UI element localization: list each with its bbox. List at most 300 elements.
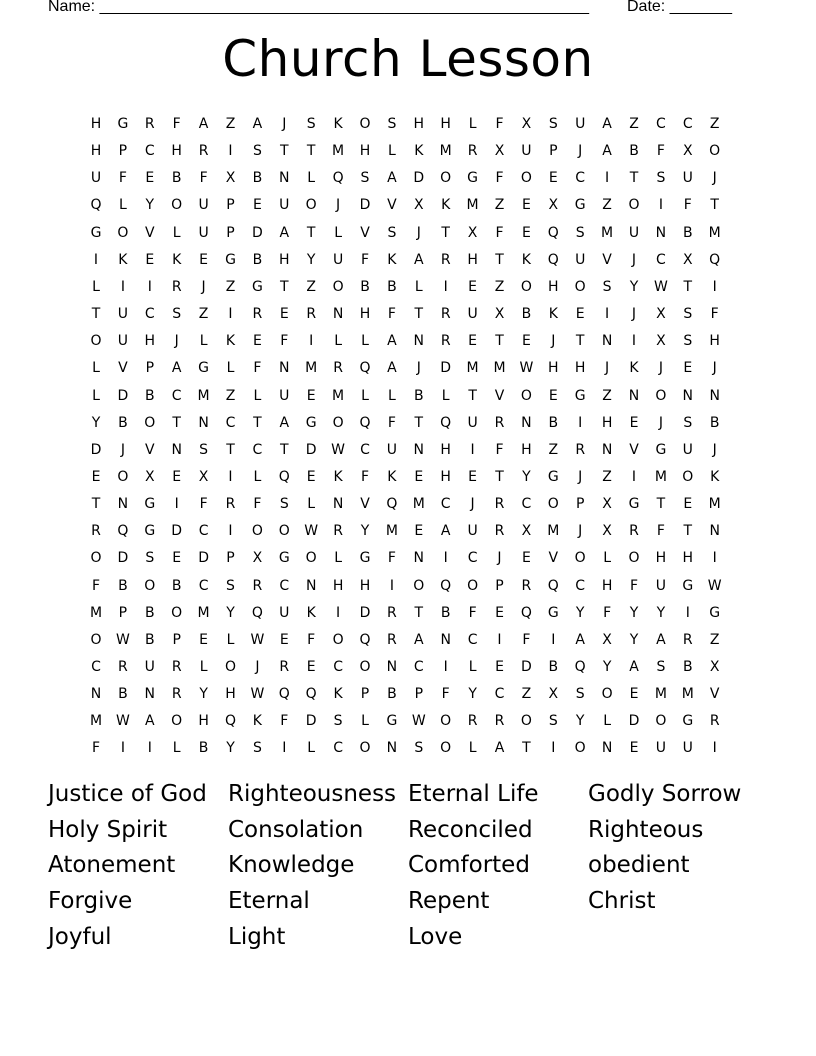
grid-letter: L bbox=[441, 387, 450, 404]
grid-letter: O bbox=[359, 740, 371, 757]
grid-letter: O bbox=[655, 387, 667, 404]
grid-letter: W bbox=[115, 631, 130, 648]
grid-letter: J bbox=[201, 278, 206, 295]
grid-letter: C bbox=[333, 740, 343, 757]
grid-letter: M bbox=[654, 468, 667, 485]
grid-letter: Q bbox=[547, 224, 559, 241]
grid-letter: M bbox=[681, 686, 694, 703]
grid-letter: O bbox=[709, 143, 721, 160]
grid-letter: M bbox=[332, 143, 345, 160]
grid-letter: J bbox=[631, 251, 637, 268]
grid-letter: B bbox=[118, 414, 128, 431]
grid-letter: Q bbox=[709, 251, 721, 268]
grid-letter: S bbox=[333, 713, 343, 730]
grid-letter: B bbox=[252, 251, 263, 268]
grid-letter: G bbox=[90, 224, 102, 241]
grid-letter: C bbox=[252, 441, 263, 458]
grid-letter: J bbox=[120, 441, 125, 458]
word-bank-item: Christ bbox=[588, 888, 656, 915]
grid-letter: L bbox=[253, 468, 262, 485]
grid-letter: J bbox=[578, 143, 583, 160]
grid-letter: B bbox=[387, 278, 397, 295]
grid-letter: E bbox=[306, 387, 316, 404]
grid-letter: F bbox=[253, 496, 262, 513]
grid-letter: S bbox=[279, 496, 289, 513]
grid-letter: F bbox=[360, 251, 370, 268]
grid-letter: J bbox=[497, 550, 502, 567]
grid-letter: W bbox=[115, 713, 130, 730]
grid-letter: R bbox=[467, 143, 478, 160]
date-line[interactable]: Date: _______ bbox=[627, 0, 732, 15]
grid-letter: F bbox=[253, 360, 262, 377]
grid-letter: Q bbox=[359, 360, 371, 377]
grid-letter: H bbox=[198, 713, 209, 730]
grid-letter: Q bbox=[251, 604, 263, 621]
grid-letter: J bbox=[174, 333, 179, 350]
grid-letter: W bbox=[304, 523, 319, 540]
grid-letter: Y bbox=[199, 686, 208, 703]
grid-letter: A bbox=[279, 224, 290, 241]
grid-letter: E bbox=[629, 686, 639, 703]
grid-letter: V bbox=[494, 387, 505, 404]
grid-letter: M bbox=[89, 713, 103, 730]
grid-letter: J bbox=[336, 197, 341, 214]
page-title: Church Lesson bbox=[222, 30, 594, 88]
grid-letter: B bbox=[252, 170, 263, 187]
grid-letter: U bbox=[332, 251, 344, 268]
grid-letter: R bbox=[171, 686, 182, 703]
grid-letter: I bbox=[120, 740, 125, 757]
grid-letter: H bbox=[601, 577, 613, 594]
grid-letter: T bbox=[306, 224, 316, 241]
grid-letter: E bbox=[145, 251, 155, 268]
grid-letter: H bbox=[655, 550, 667, 567]
grid-letter: L bbox=[468, 740, 477, 757]
grid-letter: C bbox=[360, 441, 370, 458]
grid-letter: M bbox=[547, 523, 560, 540]
grid-letter: O bbox=[440, 170, 452, 187]
grid-letter: Q bbox=[117, 523, 129, 540]
grid-letter: C bbox=[413, 659, 424, 675]
grid-letter: J bbox=[712, 441, 717, 458]
grid-letter: Q bbox=[547, 577, 559, 594]
grid-letter: X bbox=[548, 197, 559, 214]
grid-letter: E bbox=[306, 659, 316, 675]
grid-letter: E bbox=[683, 360, 693, 377]
grid-letter: N bbox=[709, 523, 720, 540]
grid-letter: F bbox=[91, 577, 101, 594]
grid-letter: H bbox=[279, 251, 290, 268]
grid-letter: S bbox=[252, 740, 262, 757]
grid-letter: O bbox=[682, 468, 694, 485]
grid-letter: T bbox=[414, 414, 424, 431]
grid-letter: U bbox=[198, 224, 209, 241]
grid-letter: M bbox=[197, 604, 210, 621]
grid-letter: H bbox=[440, 116, 451, 132]
grid-letter: H bbox=[467, 251, 478, 268]
grid-letter: R bbox=[494, 414, 505, 431]
word-bank-item: Light bbox=[228, 923, 286, 950]
grid-letter: U bbox=[90, 170, 102, 187]
grid-letter: D bbox=[628, 713, 640, 730]
grid-letter: C bbox=[656, 251, 666, 268]
grid-letter: S bbox=[575, 224, 585, 241]
grid-letter: C bbox=[575, 577, 586, 594]
grid-letter: J bbox=[631, 306, 637, 323]
grid-letter: S bbox=[172, 306, 182, 323]
grid-letter: T bbox=[683, 278, 693, 295]
grid-letter: V bbox=[387, 197, 397, 214]
grid-letter: E bbox=[521, 333, 531, 350]
grid-letter: O bbox=[547, 496, 559, 513]
grid-letter: L bbox=[172, 740, 181, 757]
grid-letter: X bbox=[683, 143, 693, 160]
grid-letter: Y bbox=[602, 659, 612, 675]
grid-letter: U bbox=[117, 306, 129, 323]
grid-letter: E bbox=[495, 659, 504, 675]
grid-letter: K bbox=[548, 306, 558, 323]
grid-letter: U bbox=[575, 116, 586, 132]
grid-letter: N bbox=[682, 387, 694, 404]
word-bank-item: Atonement bbox=[48, 852, 176, 879]
grid-letter: T bbox=[495, 468, 504, 485]
grid-letter: O bbox=[171, 713, 183, 730]
word-bank-item: Reconciled bbox=[408, 816, 533, 843]
grid-letter: S bbox=[683, 333, 693, 350]
grid-letter: B bbox=[144, 604, 155, 621]
grid-letter: D bbox=[521, 659, 532, 675]
grid-letter: B bbox=[171, 577, 182, 594]
grid-letter: R bbox=[629, 523, 639, 540]
grid-letter: F bbox=[629, 577, 639, 594]
grid-letter: R bbox=[494, 713, 505, 730]
grid-letter: J bbox=[255, 659, 260, 675]
grid-letter: I bbox=[147, 740, 152, 757]
grid-letter: L bbox=[118, 197, 127, 214]
grid-letter: H bbox=[682, 550, 694, 567]
grid-letter: L bbox=[468, 659, 477, 675]
grid-letter: B bbox=[171, 170, 182, 187]
grid-letter: O bbox=[332, 414, 344, 431]
grid-letter: S bbox=[199, 441, 209, 458]
grid-letter: I bbox=[712, 278, 717, 295]
grid-letter: N bbox=[628, 387, 640, 404]
grid-letter: O bbox=[520, 170, 532, 187]
grid-letter: R bbox=[387, 604, 397, 621]
grid-letter: K bbox=[441, 197, 451, 214]
grid-letter: K bbox=[387, 251, 397, 268]
grid-letter: I bbox=[605, 170, 610, 187]
grid-letter: B bbox=[118, 686, 128, 703]
grid-letter: E bbox=[252, 197, 262, 214]
grid-letter: F bbox=[118, 170, 127, 187]
grid-letter: E bbox=[199, 631, 209, 648]
grid-letter: T bbox=[495, 251, 504, 268]
grid-letter: E bbox=[629, 740, 639, 757]
grid-letter: I bbox=[336, 604, 341, 621]
grid-letter: M bbox=[654, 686, 667, 703]
grid-letter: L bbox=[334, 333, 342, 350]
grid-letter: H bbox=[440, 441, 451, 458]
grid-letter: F bbox=[603, 604, 612, 621]
grid-letter: U bbox=[628, 224, 640, 241]
grid-letter: L bbox=[226, 360, 235, 377]
grid-letter: N bbox=[413, 333, 425, 350]
grid-letter: Z bbox=[494, 278, 505, 295]
grid-letter: O bbox=[90, 550, 102, 567]
grid-letter: R bbox=[252, 577, 263, 594]
grid-letter: K bbox=[225, 333, 236, 350]
grid-letter: O bbox=[655, 713, 667, 730]
grid-letter: Y bbox=[226, 740, 235, 757]
grid-letter: U bbox=[279, 197, 290, 214]
grid-letter: C bbox=[279, 577, 290, 594]
grid-letter: N bbox=[198, 414, 209, 431]
grid-letter: G bbox=[198, 360, 210, 377]
grid-letter: N bbox=[144, 686, 156, 703]
grid-letter: O bbox=[628, 550, 640, 567]
grid-letter: K bbox=[333, 468, 343, 485]
grid-letter: S bbox=[414, 740, 424, 757]
grid-letter: E bbox=[91, 468, 101, 485]
grid-letter: C bbox=[682, 116, 693, 132]
grid-letter: R bbox=[91, 523, 101, 540]
grid-letter: P bbox=[226, 224, 235, 241]
grid-letter: F bbox=[468, 604, 477, 621]
grid-letter: G bbox=[682, 713, 694, 730]
grid-letter: B bbox=[118, 577, 128, 594]
grid-letter: Z bbox=[198, 306, 209, 323]
grid-letter: H bbox=[440, 468, 451, 485]
grid-letter: S bbox=[387, 116, 397, 132]
grid-letter: Y bbox=[522, 468, 531, 485]
grid-letter: O bbox=[520, 278, 532, 295]
grid-letter: P bbox=[118, 604, 128, 621]
grid-letter: R bbox=[440, 333, 451, 350]
grid-letter: A bbox=[387, 360, 397, 377]
grid-letter: P bbox=[360, 686, 370, 703]
grid-letter: U bbox=[575, 251, 586, 268]
grid-letter: E bbox=[306, 468, 316, 485]
grid-letter: I bbox=[497, 631, 502, 648]
grid-letter: X bbox=[198, 468, 209, 485]
grid-letter: X bbox=[683, 251, 693, 268]
grid-letter: B bbox=[521, 306, 532, 323]
grid-letter: G bbox=[359, 550, 371, 567]
grid-letter: R bbox=[440, 306, 451, 323]
grid-letter: S bbox=[306, 116, 316, 132]
grid-letter: H bbox=[359, 577, 371, 594]
grid-letter: I bbox=[443, 278, 448, 295]
grid-letter: M bbox=[601, 224, 614, 241]
grid-letter: G bbox=[574, 387, 586, 404]
grid-letter: V bbox=[709, 686, 720, 703]
grid-letter: A bbox=[279, 414, 290, 431]
grid-letter: A bbox=[656, 631, 666, 648]
grid-letter: D bbox=[198, 550, 209, 567]
grid-letter: O bbox=[117, 224, 129, 241]
grid-letter: L bbox=[603, 713, 611, 730]
grid-letter: E bbox=[145, 170, 155, 187]
grid-letter: B bbox=[144, 387, 155, 404]
grid-letter: I bbox=[174, 496, 179, 513]
grid-letter: U bbox=[467, 523, 478, 540]
grid-letter: Y bbox=[575, 604, 585, 621]
grid-letter: X bbox=[548, 686, 559, 703]
grid-letter: S bbox=[683, 414, 693, 431]
grid-letter: R bbox=[521, 577, 532, 594]
grid-letter: G bbox=[251, 278, 263, 295]
grid-letter: E bbox=[279, 306, 289, 323]
grid-letter: O bbox=[601, 686, 613, 703]
grid-letter: K bbox=[629, 360, 639, 377]
grid-letter: X bbox=[602, 496, 612, 513]
grid-letter: O bbox=[90, 631, 102, 648]
grid-letter: Q bbox=[386, 496, 398, 513]
grid-letter: I bbox=[470, 441, 475, 458]
grid-letter: U bbox=[279, 387, 290, 404]
grid-letter: D bbox=[305, 713, 317, 730]
grid-letter: A bbox=[629, 659, 639, 675]
grid-letter: W bbox=[411, 713, 426, 730]
grid-letter: U bbox=[467, 306, 478, 323]
grid-letter: E bbox=[548, 387, 558, 404]
grid-letter: C bbox=[171, 387, 182, 404]
grid-letter: Q bbox=[332, 170, 344, 187]
grid-letter: G bbox=[574, 197, 586, 214]
grid-letter: G bbox=[305, 414, 317, 431]
grid-letter: P bbox=[226, 550, 235, 567]
word-bank-item: Righteousness bbox=[228, 781, 397, 807]
grid-letter: U bbox=[198, 197, 209, 214]
grid-letter: D bbox=[359, 604, 371, 621]
grid-letter: A bbox=[575, 631, 585, 648]
grid-letter: C bbox=[333, 659, 343, 675]
grid-letter: O bbox=[520, 713, 532, 730]
grid-letter: L bbox=[199, 659, 208, 675]
grid-letter: G bbox=[628, 496, 640, 513]
grid-letter: I bbox=[389, 577, 394, 594]
grid-letter: D bbox=[117, 550, 129, 567]
grid-letter: S bbox=[602, 278, 612, 295]
grid-letter: O bbox=[574, 278, 586, 295]
grid-letter: F bbox=[710, 306, 719, 323]
grid-letter: B bbox=[548, 414, 559, 431]
grid-letter: G bbox=[655, 441, 667, 458]
grid-letter: M bbox=[305, 360, 318, 377]
grid-letter: W bbox=[331, 441, 346, 458]
grid-letter: A bbox=[494, 740, 505, 757]
grid-letter: O bbox=[305, 550, 317, 567]
grid-letter: J bbox=[470, 496, 475, 513]
grid-letter: L bbox=[334, 550, 342, 567]
grid-letter: O bbox=[171, 604, 183, 621]
grid-letter: U bbox=[655, 577, 667, 594]
grid-letter: Y bbox=[91, 414, 101, 431]
grid-letter: L bbox=[307, 496, 316, 513]
grid-letter: U bbox=[682, 740, 693, 757]
grid-letter: U bbox=[144, 659, 155, 675]
grid-letter: B bbox=[440, 604, 451, 621]
grid-letter: X bbox=[521, 523, 532, 540]
grid-letter: S bbox=[145, 550, 155, 567]
grid-letter: Q bbox=[574, 659, 586, 675]
grid-letter: J bbox=[605, 360, 610, 377]
grid-letter: D bbox=[413, 170, 425, 187]
grid-letter: H bbox=[144, 333, 156, 350]
grid-letter: T bbox=[414, 306, 424, 323]
grid-letter: I bbox=[658, 197, 663, 214]
grid-letter: C bbox=[656, 116, 666, 132]
grid-letter: R bbox=[225, 496, 236, 513]
grid-letter: R bbox=[144, 116, 155, 132]
grid-letter: A bbox=[414, 631, 424, 648]
grid-letter: F bbox=[495, 116, 504, 132]
name-line[interactable]: Name: _______________________________________________________ bbox=[48, 0, 589, 15]
grid-letter: T bbox=[280, 441, 289, 458]
grid-letter: B bbox=[629, 143, 639, 160]
word-bank-item: Consolation bbox=[228, 816, 364, 843]
grid-letter: Y bbox=[468, 686, 477, 703]
grid-letter: Y bbox=[656, 604, 666, 621]
grid-letter: G bbox=[709, 604, 721, 621]
grid-letter: C bbox=[467, 550, 478, 567]
grid-letter: E bbox=[683, 496, 693, 513]
grid-letter: S bbox=[656, 170, 666, 187]
grid-letter: E bbox=[468, 333, 478, 350]
grid-letter: F bbox=[199, 170, 208, 187]
grid-letter: O bbox=[251, 523, 263, 540]
grid-letter: T bbox=[495, 333, 504, 350]
grid-letter: I bbox=[443, 550, 448, 567]
grid-letter: R bbox=[467, 713, 478, 730]
grid-letter: O bbox=[332, 631, 344, 648]
grid-letter: B bbox=[198, 740, 209, 757]
grid-letter: G bbox=[547, 604, 559, 621]
grid-letter: C bbox=[575, 170, 586, 187]
grid-letter: U bbox=[279, 604, 290, 621]
grid-letter: Z bbox=[602, 468, 612, 485]
grid-letter: R bbox=[333, 523, 343, 540]
grid-letter: W bbox=[250, 631, 265, 648]
grid-letter: I bbox=[443, 659, 448, 675]
grid-letter: L bbox=[387, 143, 396, 160]
grid-letter: B bbox=[144, 631, 155, 648]
grid-letter: D bbox=[305, 441, 317, 458]
grid-letter: U bbox=[655, 740, 667, 757]
grid-letter: F bbox=[495, 441, 504, 458]
grid-letter: D bbox=[90, 441, 102, 458]
grid-letter: C bbox=[198, 577, 209, 594]
grid-letter: X bbox=[414, 197, 424, 214]
grid-letter: C bbox=[467, 631, 478, 648]
grid-letter: B bbox=[387, 686, 397, 703]
grid-letter: V bbox=[145, 224, 155, 241]
grid-letter: R bbox=[198, 143, 209, 160]
grid-letter: T bbox=[280, 278, 289, 295]
grid-letter: E bbox=[521, 550, 531, 567]
grid-letter: I bbox=[228, 523, 233, 540]
grid-letter: U bbox=[117, 333, 129, 350]
grid-letter: O bbox=[520, 387, 532, 404]
grid-letter: L bbox=[92, 278, 100, 295]
grid-letter: T bbox=[575, 333, 585, 350]
grid-letter: G bbox=[144, 523, 156, 540]
grid-letter: T bbox=[656, 496, 666, 513]
grid-letter: X bbox=[656, 333, 666, 350]
grid-letter: U bbox=[682, 441, 693, 458]
grid-letter: E bbox=[199, 251, 209, 268]
